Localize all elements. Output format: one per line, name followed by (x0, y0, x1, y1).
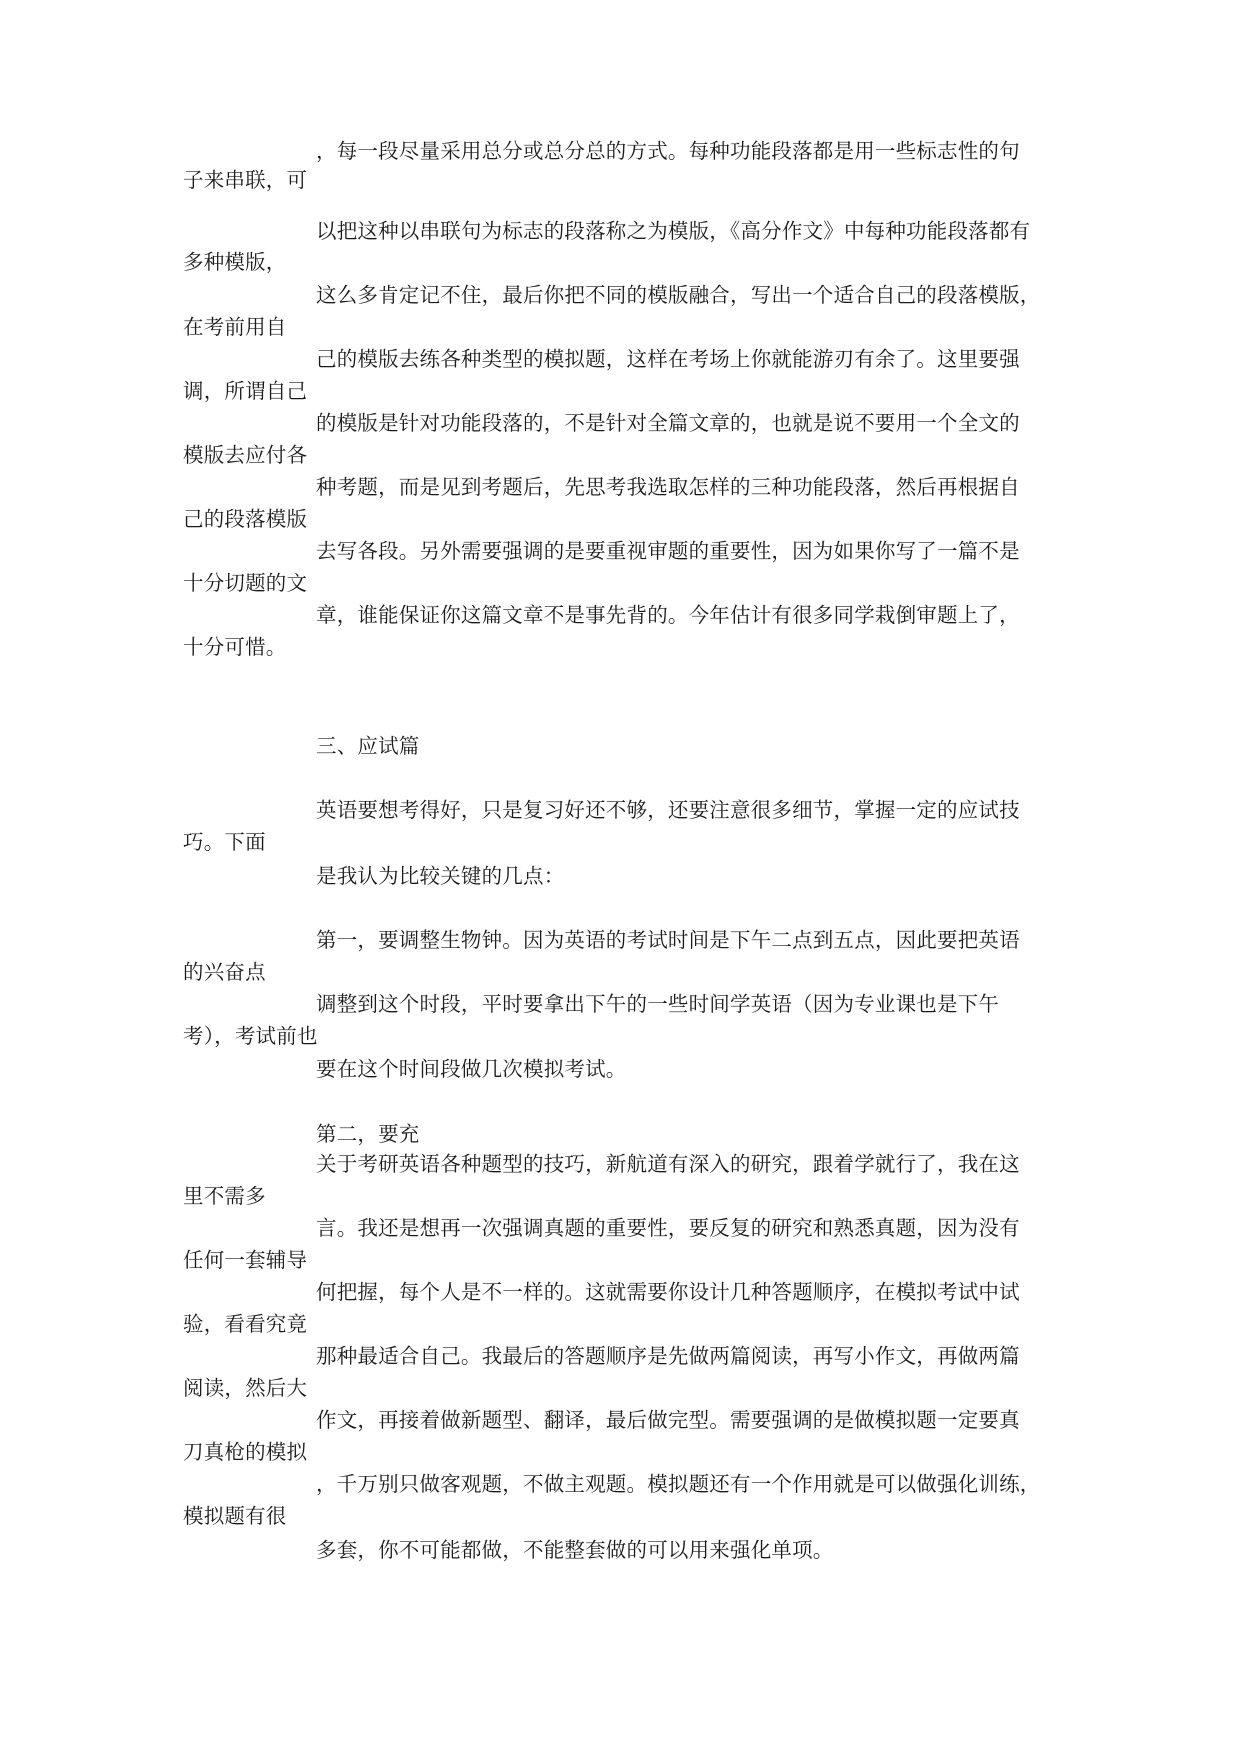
text-line: ，每一段尽量采用总分或总分总的方式。每种功能段落都是用一些标志性的句 (316, 139, 1020, 163)
text-line: 以把这种以串联句为标志的段落称之为模版，《高分作文》中每种功能段落都有 (316, 219, 1031, 243)
text-line: 的兴奋点 (183, 960, 266, 984)
text-line: 模版去应付各 (183, 443, 308, 467)
text-line: 那种最适合自己。我最后的答题顺序是先做两篇阅读，再写小作文，再做两篇 (316, 1344, 1020, 1368)
text-line: 多套，你不可能都做，不能整套做的可以用来强化单项。 (316, 1538, 834, 1562)
text-line: 要在这个时间段做几次模拟考试。 (316, 1057, 627, 1081)
text-line: 己的段落模版 (183, 507, 308, 531)
text-line: 模拟题有很 (183, 1504, 287, 1528)
text-line: 第一，要调整生物钟。因为英语的考试时间是下午二点到五点，因此要把英语 (316, 928, 1020, 952)
text-line: 十分切题的文 (183, 571, 308, 595)
section-heading: 三、应试篇 (316, 734, 420, 758)
text-line: ，千万别只做客观题，不做主观题。模拟题还有一个作用就是可以做强化训练， (316, 1472, 1041, 1496)
text-line: 作文，再接着做新题型、翻译，最后做完型。需要强调的是做模拟题一定要真 (316, 1408, 1020, 1432)
text-line: 英语要想考得好，只是复习好还不够，还要注意很多细节，掌握一定的应试技 (316, 798, 1020, 822)
text-line: 子来串联，可 (183, 168, 308, 192)
text-line: 的模版是针对功能段落的，不是针对全篇文章的，也就是说不要用一个全文的 (316, 411, 1020, 435)
text-line: 十分可惜。 (183, 635, 287, 659)
text-line: 验，看看究竟 (183, 1312, 308, 1336)
text-line: 调，所谓自己 (183, 379, 308, 403)
text-line: 何把握，每个人是不一样的。这就需要你设计几种答题顺序，在模拟考试中试 (316, 1280, 1020, 1304)
text-line: 这么多肯定记不住，最后你把不同的模版融合，写出一个适合自己的段落模版， (316, 283, 1041, 307)
text-line: 种考题，而是见到考题后，先思考我选取怎样的三种功能段落，然后再根据自 (316, 475, 1020, 499)
text-line: 阅读，然后大 (183, 1376, 308, 1400)
text-line: 己的模版去练各种类型的模拟题，这样在考场上你就能游刃有余了。这里要强 (316, 347, 1020, 371)
text-line: 去写各段。另外需要强调的是要重视审题的重要性，因为如果你写了一篇不是 (316, 539, 1020, 563)
text-line: 章，谁能保证你这篇文章不是事先背的。今年估计有很多同学栽倒审题上了， (316, 603, 1020, 627)
text-line: 刀真枪的模拟 (183, 1440, 308, 1464)
text-line: 是我认为比较关键的几点： (316, 864, 565, 888)
text-line: 关于考研英语各种题型的技巧，新航道有深入的研究，跟着学就行了，我在这 (316, 1152, 1020, 1176)
text-line: 多种模版， (183, 250, 287, 274)
text-line: 在考前用自 (183, 315, 287, 339)
text-line: 考），考试前也 (183, 1024, 318, 1048)
text-line: 里不需多 (183, 1184, 266, 1208)
text-line: 第二，要充 (316, 1122, 420, 1146)
text-line: 任何一套辅导 (183, 1248, 308, 1272)
text-line: 巧。下面 (183, 830, 266, 854)
text-line: 调整到这个时段，平时要拿出下午的一些时间学英语（因为专业课也是下午 (316, 992, 1000, 1016)
text-line: 言。我还是想再一次强调真题的重要性，要反复的研究和熟悉真题，因为没有 (316, 1216, 1020, 1240)
